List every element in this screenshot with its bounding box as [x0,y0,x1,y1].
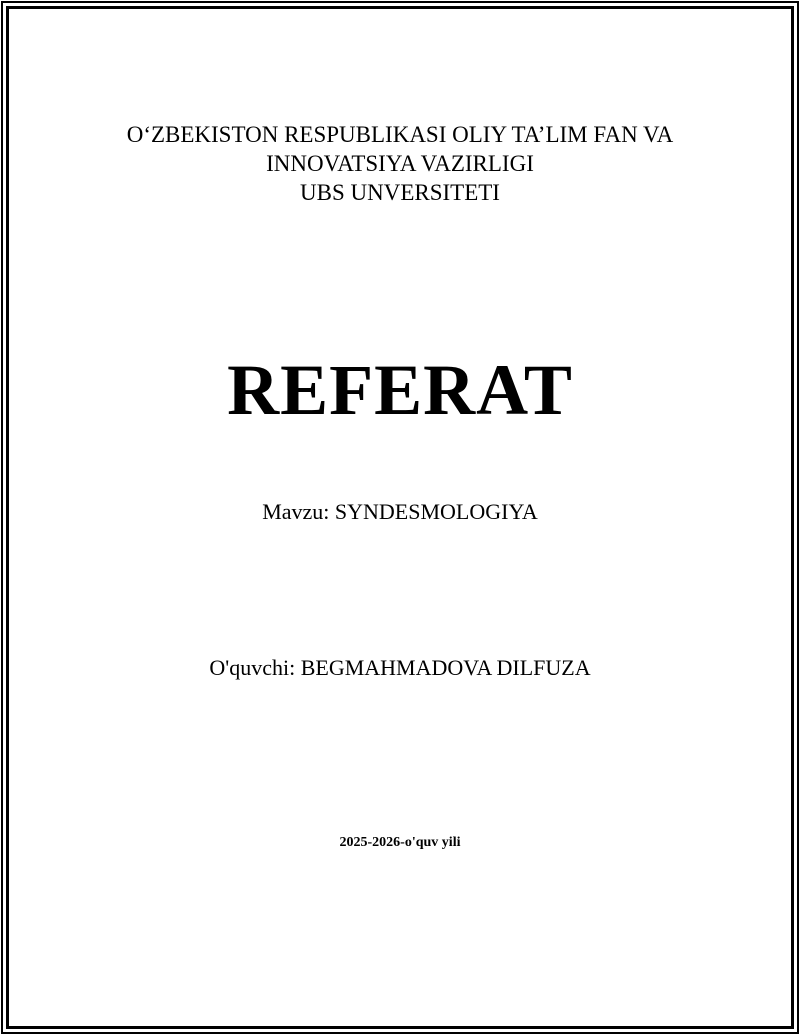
ministry-header [0,120,800,207]
document-title: REFERAT [227,350,573,430]
ministry-header-line-3: UBS UNVERSITETI [300,180,500,205]
student-line: O'quvchi: BEGMAHMADOVA DILFUZA [209,655,591,680]
academic-year-footer: 2025-2026-o'quv yili [339,835,461,850]
ministry-header-line-1: O‘ZBEKISTON RESPUBLIKASI OLIY TA’LIM FAN VA [126,122,674,147]
topic-line: Mavzu: SYNDESMOLOGIYA [262,499,538,524]
ministry-header-line-2: INNOVATSIYA VAZIRLIGI [266,151,534,176]
